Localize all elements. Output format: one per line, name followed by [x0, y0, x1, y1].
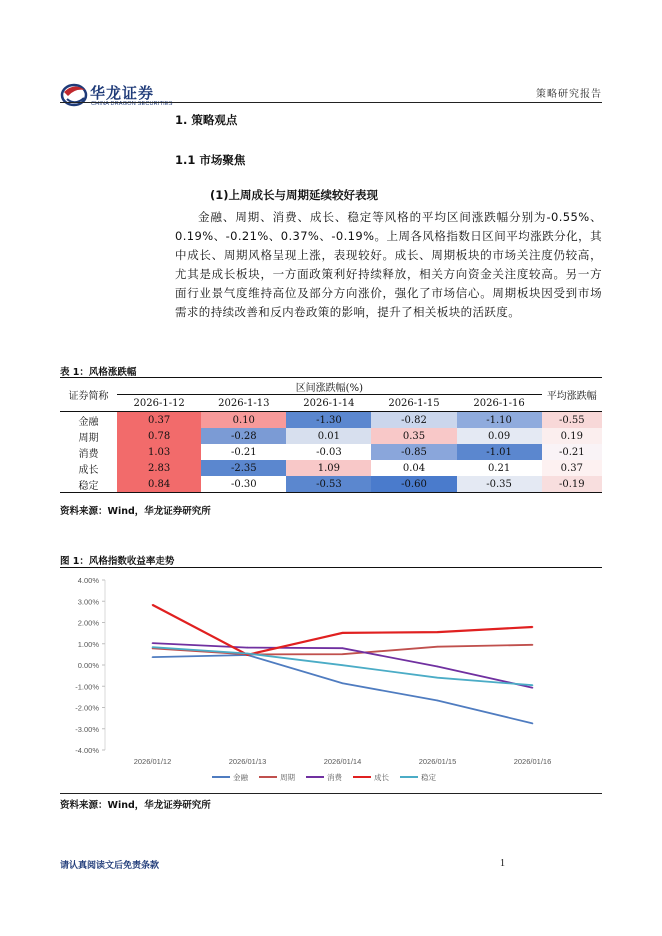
- report-type: 策略研究报告: [536, 89, 602, 100]
- x-tick-label: 2026/01/15: [418, 757, 457, 766]
- style-return-table: [60, 378, 602, 493]
- avg-cell: 0.37: [542, 460, 602, 476]
- logo-name: 华龙证券: [90, 84, 155, 102]
- company-logo: [60, 80, 173, 110]
- y-tick-label: 3.00%: [77, 597, 99, 607]
- value-cell: -0.85: [371, 444, 456, 460]
- col-header-avg: 平均涨跌幅: [542, 378, 602, 412]
- subsection-title: (1)上周成长与周期延续较好表现: [210, 188, 379, 202]
- y-tick-label: -2.00%: [75, 703, 99, 713]
- table-row: [60, 476, 602, 493]
- value-cell: 0.10: [201, 412, 286, 429]
- table-source: 资料来源：Wind，华龙证券研究所: [60, 506, 211, 517]
- avg-cell: -0.19: [542, 476, 602, 493]
- table-row: [60, 428, 602, 444]
- x-tick-label: 2026/01/13: [228, 757, 267, 766]
- date-header: 2026-1-15: [371, 395, 456, 412]
- data-point: [247, 653, 249, 655]
- date-header: 2026-1-14: [286, 395, 371, 412]
- y-tick-label: 4.00%: [77, 576, 99, 585]
- data-point: [152, 642, 154, 644]
- value-cell: -0.53: [286, 476, 371, 493]
- footer-disclaimer: 请认真阅读文后免责条款: [60, 861, 160, 871]
- value-cell: -0.03: [286, 444, 371, 460]
- value-cell: -1.10: [457, 412, 542, 429]
- legend-label: 金融: [233, 773, 248, 782]
- y-tick-label: 0.00%: [77, 661, 99, 670]
- table-row: [60, 412, 602, 429]
- row-name: 金融: [78, 416, 99, 428]
- data-point: [152, 656, 154, 658]
- figure-source: 资料来源：Wind，华龙证券研究所: [60, 800, 211, 811]
- logo-subtitle: CHINA DRAGON SECURITIES: [91, 101, 173, 107]
- dragon-logo-icon: [60, 80, 90, 108]
- value-cell: -0.35: [457, 476, 542, 493]
- avg-cell: -0.21: [542, 444, 602, 460]
- y-tick-label: 1.00%: [77, 639, 99, 649]
- section-title-1: 1. 策略观点: [175, 113, 238, 127]
- data-point: [532, 687, 534, 689]
- value-cell: 0.78: [117, 428, 201, 444]
- avg-cell: -0.55: [542, 412, 602, 429]
- value-cell: -0.82: [371, 412, 456, 429]
- value-cell: 0.09: [457, 428, 542, 444]
- date-header: 2026-1-13: [201, 395, 286, 412]
- figure-bottom-rule: [60, 793, 602, 794]
- data-point: [342, 664, 344, 666]
- body-paragraph: 金融、周期、消费、成长、稳定等风格的平均区间涨跌幅分别为-0.55%、0.19%、-0.21%、0.37%、-0.19%。上周各风格指数日区间平均涨跌分化，其中成长、周期风格呈现上涨，表现较好。成长、周期板块的市场关注度仍较高，尤其是成长板块，一方面政策利好持续释放，相关方向资金关注度较高。另一方面行业景气度维持高位及部分方向涨价，强化了市场信心。周期板块因受到市场需求的持续改善和反内卷政策的影响，提升了相关板块的活跃度。: [175, 210, 602, 319]
- row-name: 成长: [78, 464, 99, 476]
- data-point: [437, 631, 439, 633]
- data-point: [152, 646, 154, 648]
- figure-caption: 图 1：风格指数收益率走势: [60, 556, 175, 567]
- value-cell: -0.21: [201, 444, 286, 460]
- data-point: [532, 644, 534, 646]
- value-cell: 0.84: [117, 476, 201, 493]
- data-point: [532, 626, 534, 628]
- data-point: [437, 646, 439, 648]
- date-header: 2026-1-12: [117, 395, 201, 412]
- data-point: [342, 653, 344, 655]
- row-name: 稳定: [60, 476, 117, 493]
- legend-label: 成长: [374, 773, 389, 782]
- value-cell: 0.37: [117, 412, 201, 429]
- x-tick-label: 2026/01/16: [513, 757, 552, 766]
- value-cell: -0.28: [201, 428, 286, 444]
- table-caption: 表 1：风格涨跌幅: [60, 367, 137, 378]
- y-tick-label: 2.00%: [77, 618, 99, 628]
- legend-label: 周期: [280, 773, 295, 782]
- value-cell: 0.21: [457, 460, 542, 476]
- data-point: [437, 666, 439, 668]
- table-row: [60, 444, 602, 460]
- y-tick-label: -1.00%: [75, 682, 99, 692]
- y-tick-label: -4.00%: [75, 746, 99, 755]
- data-point: [152, 604, 154, 606]
- figure-top-rule: [60, 567, 602, 568]
- section-title-1-1: 1.1 市场聚焦: [175, 153, 246, 167]
- row-name: 周期: [78, 432, 99, 444]
- value-cell: 1.09: [286, 460, 371, 476]
- col-header-group: 区间涨跌幅(%): [117, 378, 542, 395]
- table-row: [60, 460, 602, 476]
- legend-label: 消费: [327, 773, 342, 782]
- data-point: [532, 723, 534, 725]
- y-tick-label: -3.00%: [75, 724, 99, 734]
- data-point: [437, 700, 439, 702]
- data-point: [247, 647, 249, 649]
- x-tick-label: 2026/01/12: [133, 757, 172, 766]
- x-tick-label: 2026/01/14: [323, 757, 362, 766]
- value-cell: 0.35: [371, 428, 456, 444]
- value-cell: -0.30: [201, 476, 286, 493]
- value-cell: -1.01: [457, 444, 542, 460]
- style-index-line-chart: [60, 570, 602, 792]
- data-point: [342, 682, 344, 684]
- col-header-name: 证券简称: [60, 378, 117, 412]
- date-header: 2026-1-16: [457, 395, 542, 412]
- value-cell: 0.04: [371, 460, 456, 476]
- value-cell: 1.03: [117, 444, 201, 460]
- row-name: 消费: [78, 448, 99, 460]
- header-rule: [60, 102, 602, 103]
- data-point: [437, 677, 439, 679]
- value-cell: 2.83: [117, 460, 201, 476]
- value-cell: -2.35: [201, 460, 286, 476]
- data-point: [532, 684, 534, 686]
- value-cell: 0.01: [286, 428, 371, 444]
- page-number: 1: [500, 858, 505, 869]
- value-cell: -1.30: [286, 412, 371, 429]
- data-point: [342, 632, 344, 634]
- legend-label: 稳定: [421, 773, 436, 782]
- avg-cell: 0.19: [542, 428, 602, 444]
- value-cell: -0.60: [371, 476, 456, 493]
- data-point: [342, 647, 344, 649]
